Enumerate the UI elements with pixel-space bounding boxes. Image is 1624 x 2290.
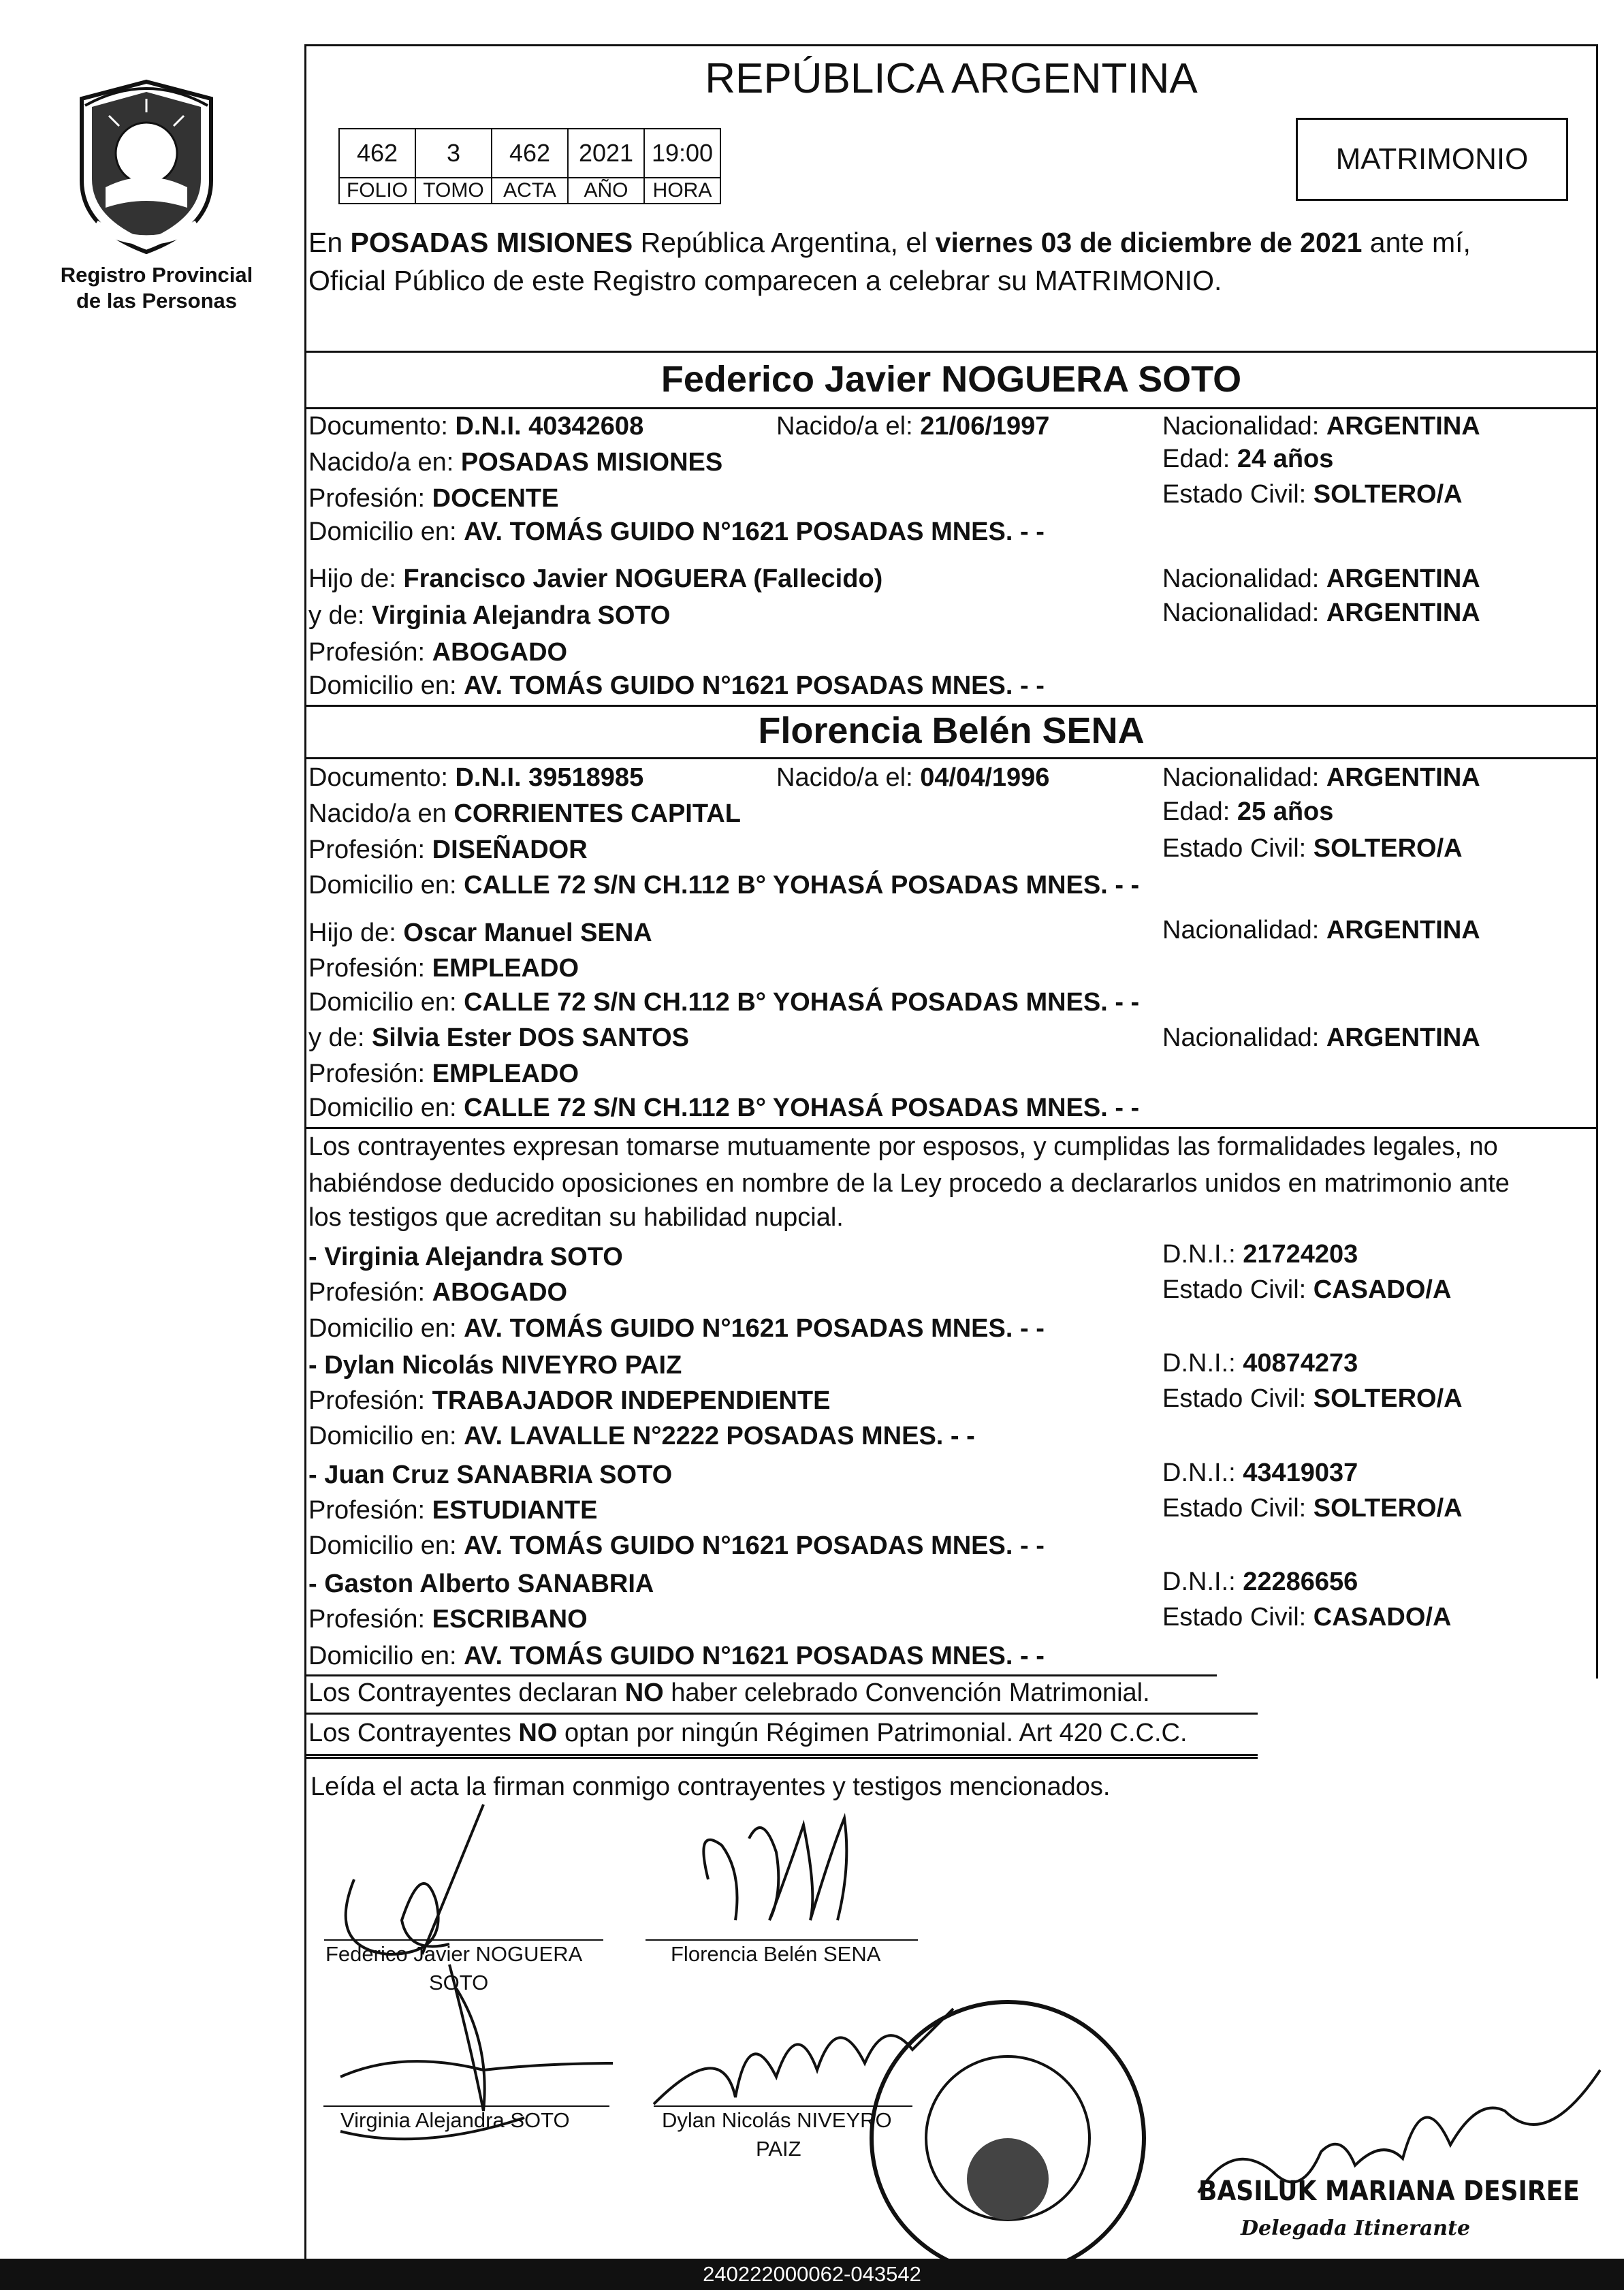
spouse2-mother-address: Domicilio en: CALLE 72 S/N CH.112 B° YOHASÁ POSADAS MNES. - -: [308, 1094, 1140, 1122]
spouse2-profession: Profesión: DISEÑADOR: [308, 836, 588, 864]
anio-label: AÑO: [568, 178, 644, 204]
official-seal: [865, 1995, 1151, 2281]
witness2-address: Domicilio en: AV. LAVALLE N°2222 POSADAS MNES. - -: [308, 1422, 975, 1450]
signature-label-florencia: Florencia Belén SENA: [671, 1942, 881, 1966]
spouse2-civil-status: Estado Civil: SOLTERO/A: [1162, 834, 1463, 863]
witness3-name: - Juan Cruz SANABRIA SOTO: [308, 1461, 673, 1489]
witness1-address: Domicilio en: AV. TOMÁS GUIDO N°1621 POSADAS MNES. - -: [308, 1314, 1045, 1343]
intro-line1: En POSADAS MISIONES República Argentina, el viernes 03 de diciembre de 2021 ante mí,: [308, 227, 1471, 258]
spouse2-father: Hijo de: Oscar Manuel SENA: [308, 919, 652, 947]
signature-line: [324, 1939, 603, 1941]
spouse1-mother: y de: Virginia Alejandra SOTO: [308, 601, 671, 630]
official-role: Delegada Itinerante: [1241, 2216, 1471, 2240]
registration-table: [338, 128, 721, 204]
spouse2-mother-profession: Profesión: EMPLEADO: [308, 1060, 579, 1088]
witness2-dni: D.N.I.: 40874273: [1162, 1349, 1358, 1378]
spouse1-parent-profession: Profesión: ABOGADO: [308, 638, 568, 667]
witness3-civil-status: Estado Civil: SOLTERO/A: [1162, 1494, 1463, 1523]
acta-value: 462: [492, 129, 568, 178]
declaration-line2: habiéndose deducido oposiciones en nombre de la Ley procedo a declararlos unidos en matrimonio ante: [308, 1169, 1510, 1198]
witness1-profession: Profesión: ABOGADO: [308, 1278, 568, 1307]
spouse2-father-profession: Profesión: EMPLEADO: [308, 954, 579, 983]
spouse2-birthplace: Nacido/a en CORRIENTES CAPITAL: [308, 799, 741, 828]
divider: [304, 757, 1598, 759]
spouse2-father-nationality: Nacionalidad: ARGENTINA: [1162, 916, 1480, 944]
registry-logo: [65, 78, 228, 255]
divider: [304, 1757, 1258, 1759]
tomo-value: 3: [415, 129, 492, 178]
document-code: 240222000062-043542: [0, 2259, 1624, 2290]
witness3-profession: Profesión: ESTUDIANTE: [308, 1496, 598, 1525]
acta-label: ACTA: [492, 178, 568, 204]
spouse1-nationality: Nacionalidad: ARGENTINA: [1162, 412, 1480, 441]
spouse1-address: Domicilio en: AV. TOMÁS GUIDO N°1621 POSADAS MNES. - -: [308, 518, 1045, 546]
registry-label: [41, 262, 272, 314]
spouse1-father: Hijo de: Francisco Javier NOGUERA (Fallecido): [308, 564, 883, 593]
declaration-line1: Los contrayentes expresan tomarse mutuamente por esposos, y cumplidas las formalidades legales, no: [308, 1132, 1498, 1161]
intro-date: viernes 03 de diciembre de 2021: [935, 227, 1363, 258]
signature-label-dylan-line1: Dylan Nicolás NIVEYRO: [662, 2108, 892, 2132]
spouse2-mother: y de: Silvia Ester DOS SANTOS: [308, 1023, 689, 1052]
spouse1-name: Federico Javier NOGUERA SOTO: [660, 359, 1242, 400]
signature-label-virginia: Virginia Alejandra SOTO: [340, 2108, 570, 2132]
spouse1-profession: Profesión: DOCENTE: [308, 484, 559, 513]
spouse2-name: Florencia Belén SENA: [758, 710, 1145, 751]
spouse1-mother-nationality: Nacionalidad: ARGENTINA: [1162, 599, 1480, 627]
registry-label-line1: Registro Provincial: [60, 263, 253, 287]
spouse1-father-nationality: Nacionalidad: ARGENTINA: [1162, 564, 1480, 593]
divider: [304, 705, 1598, 707]
divider: [304, 1713, 1258, 1715]
document-title: REPÚBLICA ARGENTINA: [705, 55, 1198, 102]
spouse1-document: Documento: D.N.I. 40342608: [308, 412, 644, 441]
signature-label-federico-line1: Federico Javier NOGUERA: [325, 1942, 583, 1966]
regime-line2: Los Contrayentes NO optan por ningún Régimen Patrimonial. Art 420 C.C.C.: [308, 1719, 1188, 1747]
divider: [304, 351, 1598, 353]
hora-value: 19:00: [644, 129, 720, 178]
registry-label-line2: de las Personas: [76, 289, 238, 313]
witness3-dni: D.N.I.: 43419037: [1162, 1459, 1358, 1487]
spouse2-document: Documento: D.N.I. 39518985: [308, 763, 644, 792]
signature-florencia: [667, 1784, 899, 1941]
folio-label: FOLIO: [339, 178, 415, 204]
witness2-profession: Profesión: TRABAJADOR INDEPENDIENTE: [308, 1386, 831, 1415]
spouse2-age: Edad: 25 años: [1162, 797, 1334, 826]
signatures-intro: Leída el acta la firman conmigo contrayentes y testigos mencionados.: [311, 1772, 1111, 1801]
witness4-civil-status: Estado Civil: CASADO/A: [1162, 1603, 1452, 1632]
signature-line: [646, 1939, 918, 1941]
spouse1-parent-address: Domicilio en: AV. TOMÁS GUIDO N°1621 POSADAS MNES. - -: [308, 671, 1045, 700]
intro-line2: Oficial Público de este Registro comparecen a celebrar su MATRIMONIO.: [308, 265, 1222, 296]
official-name: BASILUK MARIANA DESIREE: [1198, 2176, 1580, 2207]
witness3-address: Domicilio en: AV. TOMÁS GUIDO N°1621 POSADAS MNES. - -: [308, 1531, 1045, 1560]
witness4-name: - Gaston Alberto SANABRIA: [308, 1570, 654, 1598]
spouse2-mother-nationality: Nacionalidad: ARGENTINA: [1162, 1023, 1480, 1052]
declaration-line3: los testigos que acreditan su habilidad nupcial.: [308, 1203, 844, 1232]
witness1-civil-status: Estado Civil: CASADO/A: [1162, 1275, 1452, 1304]
folio-value: 462: [339, 129, 415, 178]
divider: [304, 1127, 1598, 1129]
witness2-name: - Dylan Nicolás NIVEYRO PAIZ: [308, 1351, 682, 1380]
spouse2-birthdate: Nacido/a el: 04/04/1996: [776, 763, 1050, 792]
spouse2-father-address: Domicilio en: CALLE 72 S/N CH.112 B° YOHASÁ POSADAS MNES. - -: [308, 988, 1140, 1017]
regime-line1: Los Contrayentes declaran NO haber celebrado Convención Matrimonial.: [308, 1679, 1150, 1707]
hora-label: HORA: [644, 178, 720, 204]
signature-label-federico-line2: SOTO: [429, 1971, 489, 1994]
witness4-profession: Profesión: ESCRIBANO: [308, 1605, 588, 1634]
record-type-box: MATRIMONIO: [1296, 118, 1568, 201]
signature-line: [323, 2105, 609, 2107]
divider: [304, 407, 1598, 409]
witness4-address: Domicilio en: AV. TOMÁS GUIDO N°1621 POSADAS MNES. - -: [308, 1642, 1045, 1670]
intro-place: POSADAS MISIONES: [350, 227, 633, 258]
spouse1-birthplace: Nacido/a en: POSADAS MISIONES: [308, 448, 723, 477]
spouse1-age: Edad: 24 años: [1162, 445, 1334, 473]
witness2-civil-status: Estado Civil: SOLTERO/A: [1162, 1384, 1463, 1413]
witness1-dni: D.N.I.: 21724203: [1162, 1240, 1358, 1269]
divider: [304, 1754, 1258, 1756]
spouse1-birthdate: Nacido/a el: 21/06/1997: [776, 412, 1050, 441]
signature-label-dylan-line2: PAIZ: [756, 2137, 801, 2161]
witness4-dni: D.N.I.: 22286656: [1162, 1568, 1358, 1596]
spouse2-nationality: Nacionalidad: ARGENTINA: [1162, 763, 1480, 792]
spouse1-civil-status: Estado Civil: SOLTERO/A: [1162, 480, 1463, 509]
tomo-label: TOMO: [415, 178, 492, 204]
witness1-name: - Virginia Alejandra SOTO: [308, 1243, 623, 1271]
divider: [304, 1757, 306, 2259]
signature-virginia: [320, 1961, 633, 2165]
anio-value: 2021: [568, 129, 644, 178]
spouse2-address: Domicilio en: CALLE 72 S/N CH.112 B° YOHASÁ POSADAS MNES. - -: [308, 871, 1140, 900]
